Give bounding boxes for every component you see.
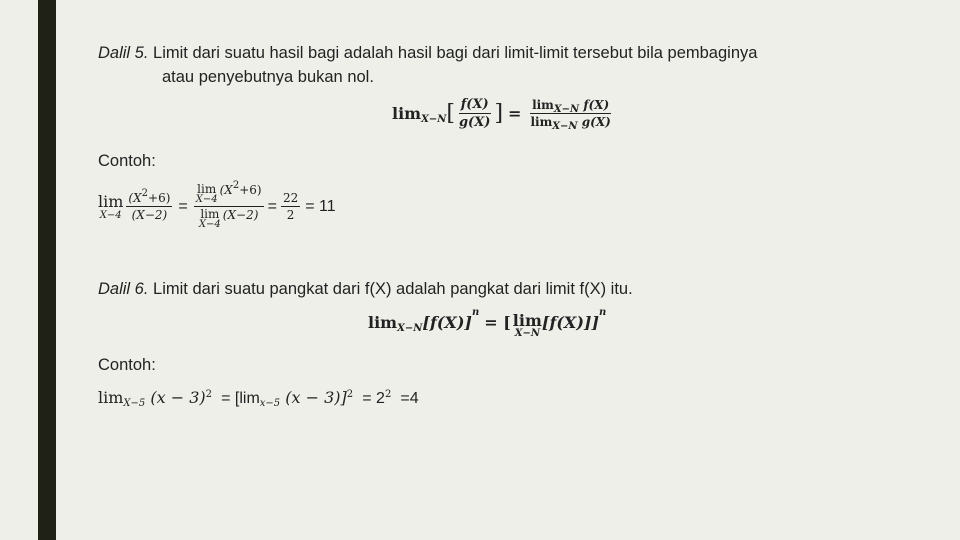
example1-fraction3-denominator: 2 [286,208,295,222]
example2-exp2: 2 [346,389,354,400]
dalil5-line2: atau penyebutnya bukan nol. [162,68,374,86]
formula5-lim: $\lim_{X-N}$ [392,104,447,125]
dalil6-label: Dalil 6. [98,280,149,298]
left-accent-bar [38,0,56,540]
example1-fraction1 [126,188,172,222]
example1-fraction3 [281,191,300,222]
example1-formula [98,180,336,230]
dalil6-text: Limit dari suatu pangkat dari f(X) adalah pangkat dari limit f(X) itu. [153,280,633,298]
example2-lim1: lim [98,388,124,407]
example2-lim2-sub: x−5 [259,398,281,409]
formula5-rhs-denominator: $\lim_{X-N} g(X)$ [530,115,611,132]
formula6-rhs-lim: lim X−N [512,311,542,339]
example1-fraction2-denominator: lim X−4 (X−2) [198,207,259,230]
example2-lim1-sub: X−5 [123,398,146,409]
formula5-equals: = [508,104,522,123]
example2-body1: (x − 3) [150,388,206,407]
dalil5-label: Dalil 5. [98,44,149,62]
dalil5-line1 [98,42,757,64]
formula5-numerator: f(X) [460,97,489,112]
dalil6-line [98,278,633,300]
formula5-fraction [457,97,492,130]
example1-equals1: = [178,197,188,215]
example2-exp3: 2 [384,389,392,400]
example1-fraction2-numerator: lim X−4 $(X^2+6)$ [195,180,262,205]
example1-equals2: = [267,197,277,215]
example2-label: Contoh: [98,356,156,374]
formula5-rhs-numerator: $\lim_{X-N} f(X)$ [532,98,610,115]
example1-result: = 11 [305,197,336,215]
formula6-rhs-body: [f(X)]] [541,313,600,332]
formula6: $\lim_{X-N}$ [f(X)] n = [ lim X−N [f(X)]] n [368,307,607,339]
dalil5-text-line1: Limit dari suatu hasil bagi adalah hasil bagi dari limit-limit tersebut bila pembaginya [153,44,758,62]
example2-exp1: 2 [205,389,213,400]
example2-result: =4 [400,390,419,407]
example2-equals2: = 2 [362,390,385,407]
formula5 [392,97,615,130]
example1-fraction1-denominator: (X−2) [131,208,168,222]
example1-fraction1-numerator: $(X^2+6)$ [128,188,171,205]
formula5-open-bracket: [ [446,101,455,126]
example1-fraction3-numerator: 22 [282,191,299,205]
formula5-denominator: g(X) [458,115,491,130]
example1-fraction2 [194,180,264,230]
example1-lim: lim X−4 [98,191,124,221]
example2-body2: (x − 3)] [285,388,347,407]
example2-equals1: = [lim [221,390,260,407]
formula5-rhs-fraction [528,98,612,132]
formula6-lhs-body: [f(X)] [422,313,472,332]
formula6-equals: = [ [484,313,511,332]
formula6-lhs-lim: $\lim_{X-N}$ [368,313,423,334]
example2-formula [98,388,419,408]
formula5-close-bracket: ] [494,101,504,126]
example1-label: Contoh: [98,152,156,170]
